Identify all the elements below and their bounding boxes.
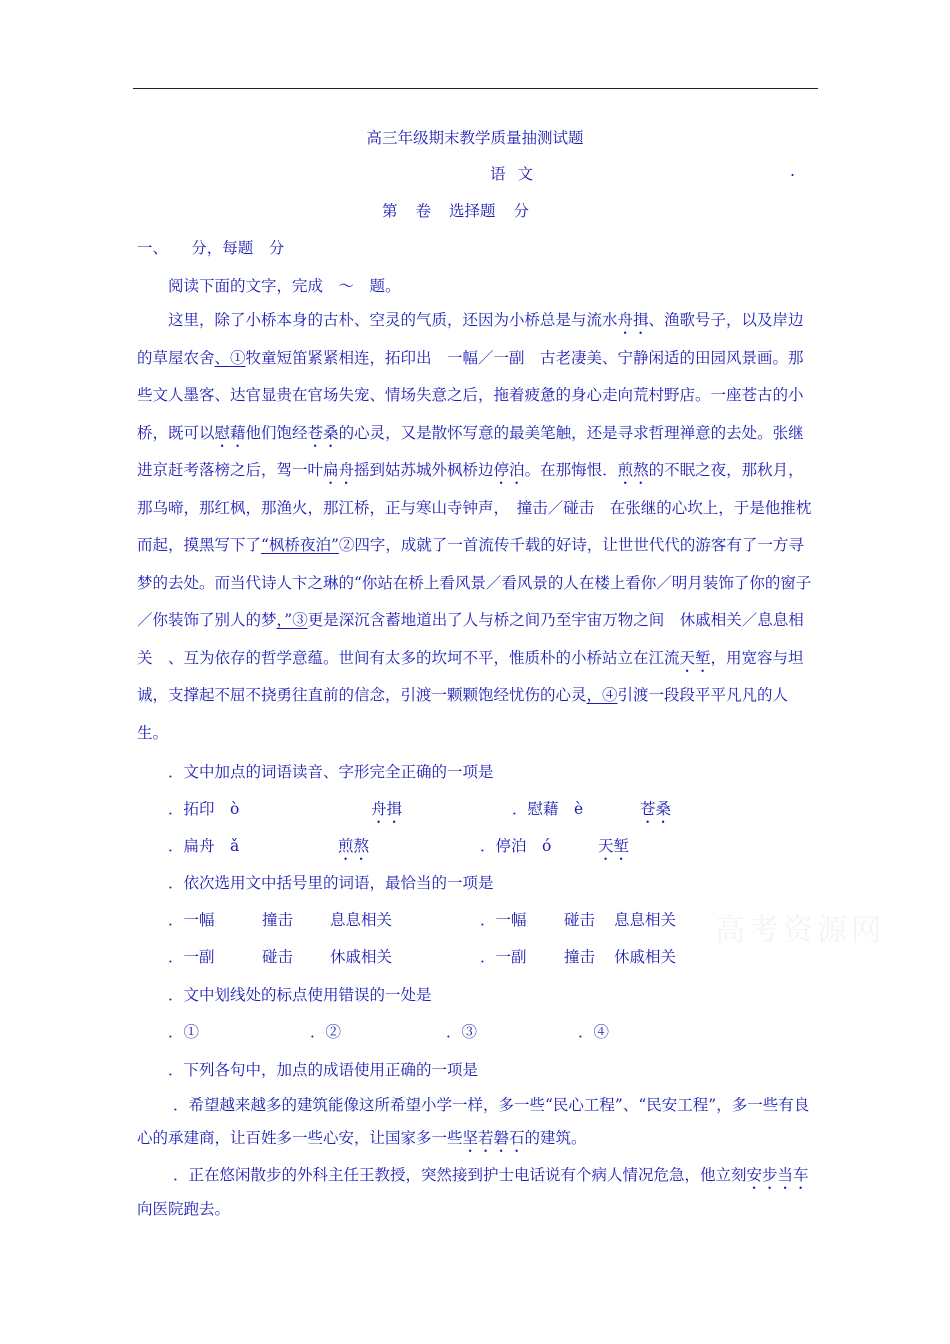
q2-option-a-word3: 息息相关 [330, 911, 393, 929]
q1-option-d-word: 天堑 [598, 837, 630, 855]
q2-stem: ．依次选用文中括号里的词语，最恰当的一项是 [168, 874, 494, 892]
q2-option-d[interactable]: ．一副 [480, 948, 527, 966]
reading-passage [137, 302, 818, 752]
passage-segment: 、渔歌号子，以及岸边的草屋农舍 [137, 311, 804, 367]
q4-stem: ．下列各句中，加点的成语使用正确的一项是 [168, 1061, 479, 1079]
q4-option-b-idiom: 安步当车 [746, 1166, 809, 1184]
q1-option-d[interactable]: ．停泊 ó [480, 837, 552, 855]
dotted-word: 舟揖 [617, 311, 649, 329]
dotted-word: 苍桑 [307, 423, 339, 442]
q3-option-c[interactable]: ．③ [446, 1023, 478, 1041]
q1-stem: ．文中加点的词语读音、字形完全正确的一项是 [168, 763, 494, 781]
q1-option-a-word: 舟揖 [371, 800, 403, 818]
q1-option-c[interactable]: ．扁舟 ǎ [168, 837, 240, 855]
q4-option-a[interactable]: ．希望越来越多的建筑能像这所希望小学一样，多一些“民心工程”、“民安工程”，多一些有良心的承建商，让百姓多一些心安，让国家多一些坚若磐石的建筑。 [137, 1096, 810, 1147]
q1-option-c-word: 煎熬 [338, 837, 370, 855]
reading-instruction: 阅读下面的文字，完成 ～ 题。 [168, 277, 401, 295]
q1-option-b[interactable]: ．慰藉 è [512, 800, 584, 818]
passage-segment: 。在那悔恨． [524, 461, 618, 479]
q2-option-b[interactable]: ．一幅 [480, 911, 527, 929]
q2-option-a[interactable]: ．一幅 [168, 911, 215, 929]
passage-segment: 更是深沉含蓄地道出了人与桥之间乃至宇宙万物之间 休戚相关／息息相关 、互为依存的哲学意蕴。世间有太多的坎坷不平，惟质朴的小桥站立在江流 [137, 611, 804, 667]
q2-option-d-word3: 休戚相关 [614, 948, 677, 966]
q3-options [168, 1020, 818, 1044]
passage-text [137, 302, 818, 752]
watermark-logo: 高考资源网 [715, 913, 885, 948]
q1-option-b-word: 苍桑 [640, 800, 672, 818]
passage-segment: 牧童短笛紧紧相连，拓印出 一幅／一副 古老凄美、宁静闲适的田园风景画。那些文人墨客、达官显贵在官场失宠、情场失意之后，拖着疲惫的身心走向荒村野店。一座苍古的小桥，既可以 [137, 348, 804, 442]
dotted-word: 天堑 [679, 648, 711, 667]
q4-option-b[interactable]: ．正在悠闲散步的外科主任王教授，突然接到护士电话说有个病人情况危急，他立刻安步当车向医院跑去。 [137, 1166, 809, 1218]
passage-segment: ，用宽容与坦诚，支撑起不屈不挠勇往直前的信念，引渡一颗颗饱经忧伤的心灵 [137, 648, 804, 704]
passage-segment: 引渡一段段平平凡凡的人生。 [137, 686, 789, 742]
q2-option-a-word2: 撞击 [262, 911, 294, 929]
q2-option-c-word2: 碰击 [262, 948, 294, 966]
section-heading: 第 卷 选择题 分 [382, 202, 530, 220]
q3-option-b[interactable]: ．② [310, 1023, 342, 1041]
underlined-mark: “枫桥夜泊” [261, 536, 339, 554]
dotted-word: 煎熬 [617, 461, 649, 479]
q1-row2 [168, 834, 818, 858]
subject-label: 语文 [490, 165, 546, 183]
underlined-mark: ，④ [586, 686, 618, 704]
passage-segment: 他们饱经 [245, 423, 308, 442]
q2-option-b-word3: 息息相关 [614, 911, 677, 929]
passage-segment: 的不眠之夜，那秋月，那乌啼，那红枫，那渔火，那江桥，正与寒山寺钟声， 撞击／碰击 在张继的心坎上，于是他推枕而起，摸黑写下了 [137, 461, 812, 554]
passage-segment: 的心灵，又是散怀写意的最美笔触，还是寻求哲理禅意的去处。张继进京赶考落榜之后，驾一叶 [137, 423, 804, 479]
underlined-mark: 、① [214, 348, 246, 367]
top-rule [133, 88, 818, 89]
q1-row1 [168, 797, 818, 821]
q3-option-a[interactable]: ．① [168, 1023, 200, 1041]
q2-option-c[interactable]: ．一副 [168, 948, 215, 966]
underlined-mark: ，”③ [276, 611, 308, 629]
q2-option-b-word2: 碰击 [564, 911, 596, 929]
exam-title: 高三年级期末教学质量抽测试题 [366, 129, 584, 147]
passage-segment: ②四字，成就了一首流传千载的好诗，让世世代代的游客有了一方寻梦的去处。而当代诗人卞之琳的“你站在桥上看风景／看风景的人在楼上看你／明月装饰了你的窗子／你装饰了别人的梦 [137, 536, 812, 629]
q4-option-a-idiom: 坚若磐石 [462, 1129, 525, 1147]
stray-dot: . [790, 162, 795, 180]
dotted-word: 扁舟 [323, 461, 355, 479]
passage-segment: 摇到姑苏城外枫桥边 [354, 461, 494, 479]
dotted-word: 停泊 [493, 461, 525, 479]
q2-option-c-word3: 休戚相关 [330, 948, 393, 966]
q1-option-a[interactable]: ．拓印 ò [168, 800, 240, 818]
dotted-word: 慰藉 [214, 423, 246, 442]
q3-option-d[interactable]: ．④ [578, 1023, 610, 1041]
q3-stem: ．文中划线处的标点使用错误的一处是 [168, 986, 432, 1004]
passage-segment: 这里，除了小桥本身的古朴、空灵的气质，还因为小桥总是与流水 [168, 311, 618, 329]
q2-option-d-word2: 撞击 [564, 948, 596, 966]
part-one-heading: 一、 分，每题 分 [137, 239, 285, 257]
